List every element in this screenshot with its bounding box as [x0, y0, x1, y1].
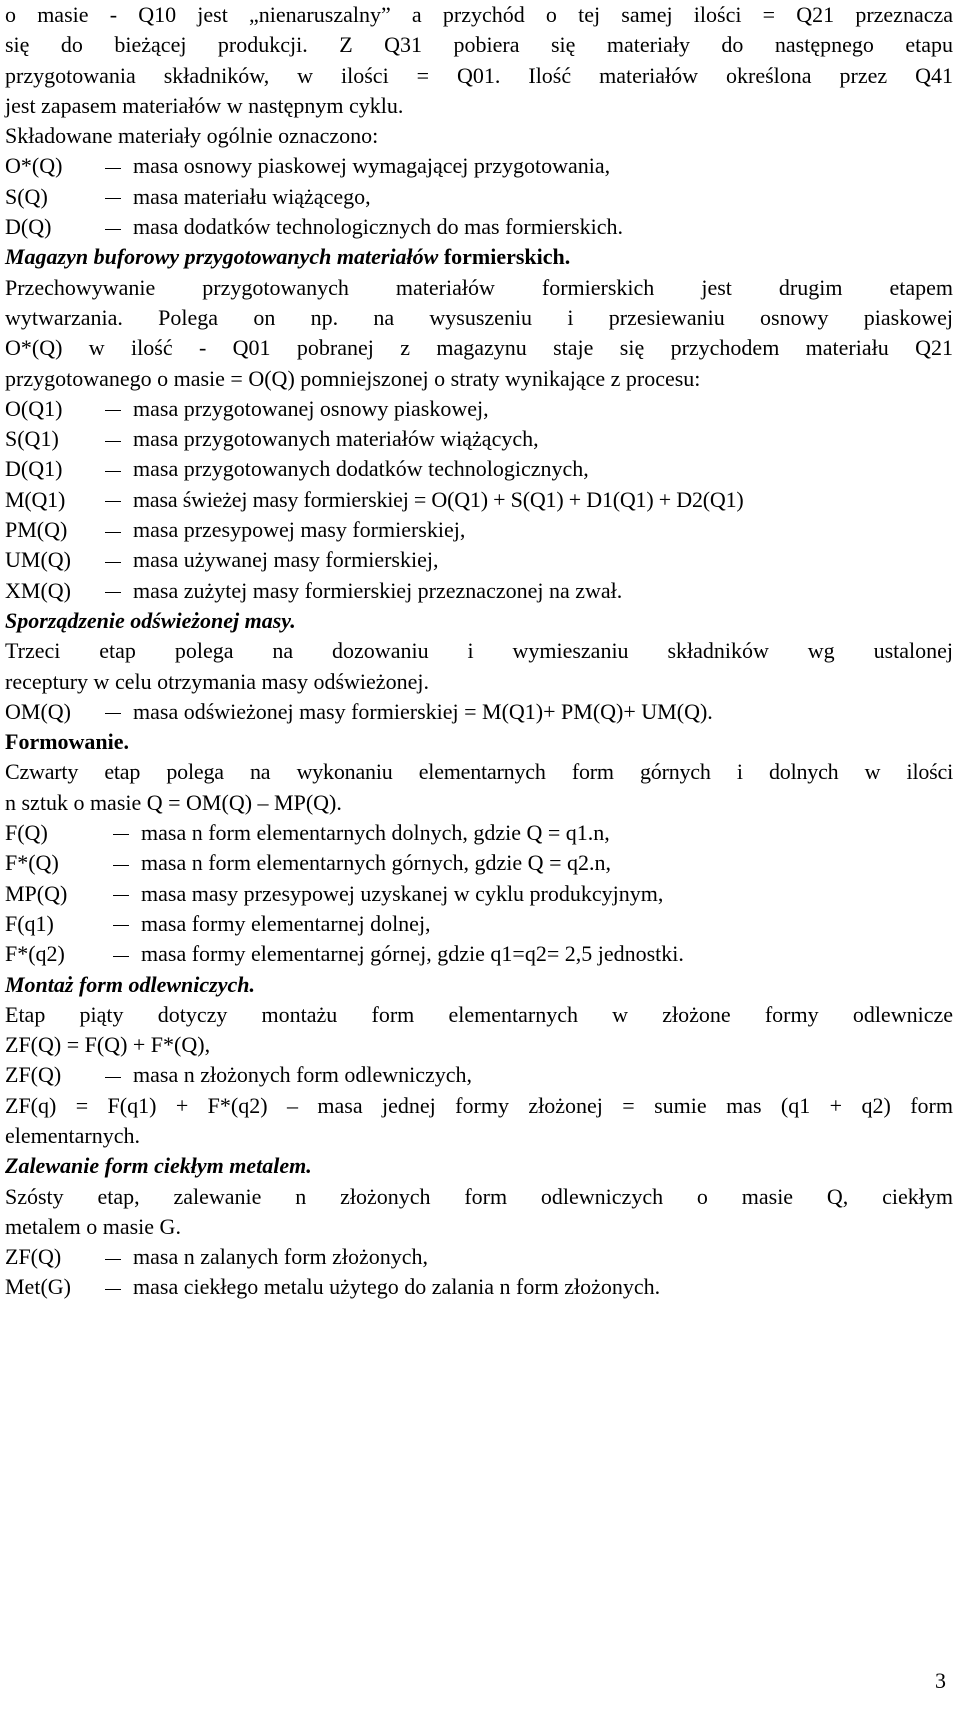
- section-heading: Sporządzenie odświeżonej masy.: [5, 607, 296, 633]
- definition-text: masa używanej masy formierskiej,: [133, 547, 439, 573]
- definition-item: [5, 151, 953, 181]
- definition-item: [5, 879, 953, 909]
- definition-text: masa n form elementarnych dolnych, gdzie Q = q1.n,: [141, 820, 610, 846]
- definition-item: [5, 182, 953, 212]
- dash-separator: [105, 592, 121, 593]
- definition-text: masa świeżej masy formierskiej = O(Q1) + S(Q1) + D1(Q1) + D2(Q1): [133, 486, 744, 512]
- dash-separator: [105, 168, 121, 169]
- definition-term: D(Q1): [5, 456, 63, 482]
- dash-separator: [113, 925, 129, 926]
- definition-item: [5, 1242, 953, 1272]
- paragraph-line: Etap piąty dotyczy montażu form elementarnych w złożone formy odlewnicze: [5, 1001, 953, 1027]
- paragraph-line: przygotowanego o masie = O(Q) pomniejszonej o straty wynikające z procesu:: [5, 365, 701, 391]
- definition-term: S(Q1): [5, 426, 59, 452]
- definition-item: [5, 939, 953, 969]
- definition-item: [5, 454, 953, 484]
- definition-item: [5, 576, 953, 606]
- definition-term: ZF(Q): [5, 1244, 62, 1270]
- paragraph-line: przygotowania składników, w ilości = Q01. Ilość materiałów określona przez Q41: [5, 62, 953, 88]
- dash-separator: [105, 229, 121, 230]
- paragraph-line: n sztuk o masie Q = OM(Q) – MP(Q).: [5, 789, 342, 815]
- paragraph-line: Składowane materiały ogólnie oznaczono:: [5, 123, 379, 149]
- definition-term: D(Q): [5, 214, 52, 240]
- section-heading-italic: Magazyn buforowy przygotowanych materiałów: [5, 244, 439, 270]
- paragraph-line: Szósty etap, zalewanie n złożonych form odlewniczych o masie Q, ciekłym: [5, 1183, 953, 1209]
- dash-separator: [105, 1259, 121, 1260]
- dash-separator: [105, 1077, 121, 1078]
- paragraph-line: Czwarty etap polega na wykonaniu elementarnych form górnych i dolnych w ilości: [5, 759, 953, 785]
- definition-item: [5, 545, 953, 575]
- definition-item: [5, 1060, 953, 1090]
- definition-term: MP(Q): [5, 880, 68, 906]
- section-heading: Formowanie.: [5, 729, 130, 755]
- definition-text: masa materiału wiążącego,: [133, 183, 371, 209]
- definition-term: O(Q1): [5, 395, 63, 421]
- paragraph-line: ZF(q) = F(q1) + F*(q2) – masa jednej formy złożonej = sumie mas (q1 + q2) form: [5, 1092, 953, 1118]
- section-heading: Montaż form odlewniczych.: [5, 971, 255, 997]
- dash-separator: [113, 895, 129, 896]
- paragraph-line: Przechowywanie przygotowanych materiałów formierskich jest drugim etapem: [5, 274, 953, 300]
- definition-item: [5, 1272, 953, 1302]
- section-heading: Zalewanie form ciekłym metalem.: [5, 1153, 312, 1179]
- paragraph-line: jest zapasem materiałów w następnym cyklu.: [5, 92, 404, 118]
- definition-text: masa odświeżonej masy formierskiej = M(Q1)+ PM(Q)+ UM(Q).: [133, 698, 713, 724]
- definition-item: [5, 515, 953, 545]
- definition-item: [5, 212, 953, 242]
- section-heading: [5, 242, 953, 272]
- definition-text: masa przygotowanych dodatków technologicznych,: [133, 456, 589, 482]
- definition-text: masa formy elementarnej dolnej,: [141, 910, 431, 936]
- dash-separator: [105, 198, 121, 199]
- definition-text: masa n złożonych form odlewniczych,: [133, 1062, 473, 1088]
- paragraph-line: elementarnych.: [5, 1122, 140, 1148]
- definition-text: masa przygotowanej osnowy piaskowej,: [133, 395, 489, 421]
- section-heading-tail: formierskich.: [443, 244, 571, 270]
- definition-term: F(q1): [5, 910, 54, 936]
- paragraph-line: się do bieżącej produkcji. Z Q31 pobiera się materiały do następnego etapu: [5, 32, 953, 58]
- definition-item: [5, 909, 953, 939]
- definition-term: O*(Q): [5, 153, 63, 179]
- paragraph-line: receptury w celu otrzymania masy odświeżonej.: [5, 668, 429, 694]
- definition-text: masa osnowy piaskowej wymagającej przygotowania,: [133, 153, 611, 179]
- definition-text: masa formy elementarnej górnej, gdzie q1=q2= 2,5 jednostki.: [141, 941, 684, 967]
- definition-text: masa przygotowanych materiałów wiążących,: [133, 426, 539, 452]
- dash-separator: [105, 441, 121, 442]
- paragraph-line: ZF(Q) = F(Q) + F*(Q),: [5, 1032, 211, 1058]
- dash-separator: [113, 834, 129, 835]
- definition-term: OM(Q): [5, 698, 71, 724]
- definition-term: ZF(Q): [5, 1062, 62, 1088]
- paragraph-line: o masie - Q10 jest „nienaruszalny” a przychód o tej samej ilości = Q21 przeznacza: [5, 2, 953, 27]
- definition-term: F*(q2): [5, 941, 65, 967]
- definition-term: XM(Q): [5, 577, 71, 603]
- definition-term: F(Q): [5, 820, 48, 846]
- dash-separator: [105, 532, 121, 533]
- definition-term: S(Q): [5, 183, 48, 209]
- definition-term: UM(Q): [5, 547, 71, 573]
- definition-item: [5, 424, 953, 454]
- dash-separator: [105, 1289, 121, 1290]
- definition-term: M(Q1): [5, 486, 66, 512]
- dash-separator: [113, 865, 129, 866]
- paragraph-line: wytwarzania. Polega on np. na wysuszeniu i przesiewaniu osnowy piaskowej: [5, 304, 953, 330]
- dash-separator: [113, 956, 129, 957]
- definition-item: [5, 818, 953, 848]
- definition-text: masa n form elementarnych górnych, gdzie Q = q2.n,: [141, 850, 611, 876]
- definition-text: masa n zalanych form złożonych,: [133, 1244, 429, 1270]
- definition-text: masa ciekłego metalu użytego do zalania n form złożonych.: [133, 1274, 661, 1300]
- paragraph-line: Trzeci etap polega na dozowaniu i wymieszaniu składników wg ustalonej: [5, 638, 953, 664]
- definition-text: masa masy przesypowej uzyskanej w cyklu produkcyjnym,: [141, 880, 664, 906]
- paragraph-line: O*(Q) w ilość - Q01 pobranej z magazynu staje się przychodem materiału Q21: [5, 335, 953, 361]
- page-number: 3: [935, 1668, 946, 1693]
- paragraph-line: metalem o masie G.: [5, 1213, 181, 1239]
- document-body: [5, 0, 953, 1303]
- definition-item: [5, 485, 953, 515]
- definition-term: Met(G): [5, 1274, 71, 1300]
- dash-separator: [105, 713, 121, 714]
- definition-item: [5, 394, 953, 424]
- dash-separator: [105, 562, 121, 563]
- dash-separator: [105, 471, 121, 472]
- definition-text: masa zużytej masy formierskiej przeznaczonej na zwał.: [133, 577, 623, 603]
- dash-separator: [105, 410, 121, 411]
- definition-term: PM(Q): [5, 517, 68, 543]
- definition-item: [5, 848, 953, 878]
- dash-separator: [105, 501, 121, 502]
- definition-term: F*(Q): [5, 850, 59, 876]
- definition-text: masa przesypowej masy formierskiej,: [133, 517, 466, 543]
- definition-text: masa dodatków technologicznych do mas formierskich.: [133, 214, 623, 240]
- definition-item: [5, 697, 953, 727]
